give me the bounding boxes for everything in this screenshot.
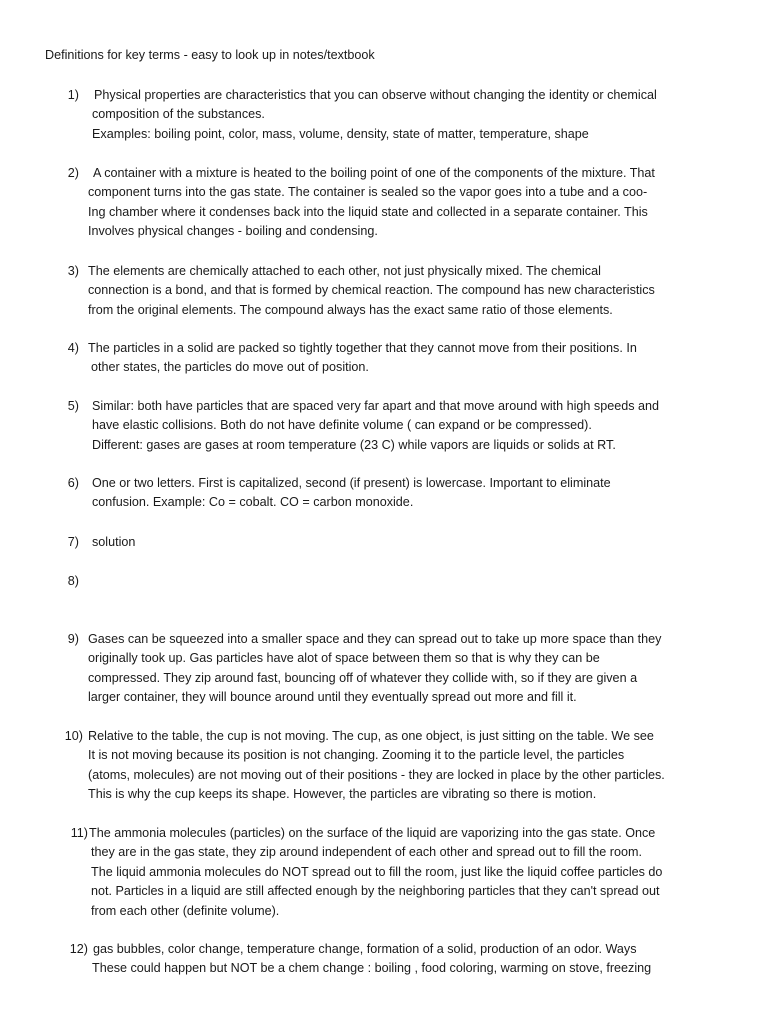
item-text-line: Involves physical changes - boiling and condensing.: [88, 224, 378, 239]
item-text-line: The elements are chemically attached to each other, not just physically mixed. The chemical: [88, 264, 601, 278]
item-text-line: Relative to the table, the cup is not moving. The cup, as one object, is just sitting on the table. We see: [88, 729, 654, 743]
item-text-line: confusion. Example: Co = cobalt. CO = carbon monoxide.: [92, 495, 414, 510]
item-text-line: not. Particles in a liquid are still affected enough by the neighboring particles that they can't spread out: [91, 884, 660, 899]
item-number: 12): [69, 942, 88, 956]
item-number: 10): [64, 729, 83, 743]
item-text-line: component turns into the gas state. The container is sealed so the vapor goes into a tube and a coo-: [88, 185, 648, 200]
item-text-line: compressed. They zip around fast, bouncing off of whatever they collide with, so if they are given a: [88, 670, 638, 685]
item-text-line: Gases can be squeezed into a smaller space and they can spread out to take up more space than they: [88, 632, 662, 646]
item-number: 2): [67, 166, 79, 180]
item-text-line: other states, the particles do move out of position.: [91, 360, 369, 375]
item-text-line: solution: [92, 535, 136, 549]
page-heading: Definitions for key terms - easy to look up in notes/textbook: [45, 48, 375, 62]
item-text-line: (atoms, molecules) are not moving out of their positions - they are locked in place by the other particles.: [88, 767, 665, 782]
item-text-line: Different: gases are gases at room temperature (23 C) while vapors are liquids or solids at RT.: [92, 437, 616, 452]
item-number: 8): [67, 574, 79, 588]
item-number: 9): [67, 632, 79, 646]
item-text-line: One or two letters. First is capitalized, second (if present) is lowercase. Important to eliminate: [92, 476, 611, 490]
item-text-line: originally took up. Gas particles have alot of space between them so that is why they can be: [88, 651, 600, 666]
item-text-line: The ammonia molecules (particles) on the surface of the liquid are vaporizing into the gas state. Once: [89, 826, 656, 840]
item-text-line: The liquid ammonia molecules do NOT spread out to fill the room, just like the liquid coffee particles do: [91, 864, 663, 879]
item-text-line: These could happen but NOT be a chem change : boiling , food coloring, warming on stove, freezing: [92, 961, 652, 976]
item-text-line: Ing chamber where it condenses back into the liquid state and collected in a separate container. This: [88, 204, 648, 219]
item-number: 6): [67, 476, 79, 490]
item-text-line: gas bubbles, color change, temperature change, formation of a solid, production of an odor. Ways: [93, 942, 637, 956]
item-text-line: larger container, they will bounce around until they eventually spread out more and fill it.: [88, 690, 577, 705]
item-text-line: The particles in a solid are packed so tightly together that they cannot move from their positions. In: [88, 341, 637, 355]
item-text-line: This is why the cup keeps its shape. However, the particles are vibrating so there is motion.: [88, 787, 597, 802]
item-text-line: A container with a mixture is heated to the boiling point of one of the components of the mixture. That: [93, 166, 655, 180]
item-number: 1): [67, 88, 79, 102]
item-number: 4): [67, 341, 79, 355]
item-text-line: connection is a bond, and that is formed by chemical reaction. The compound has new characteristics: [88, 283, 655, 298]
item-number: 11): [70, 826, 88, 840]
item-text-line: Examples: boiling point, color, mass, volume, density, state of matter, temperature, shape: [92, 126, 589, 141]
item-number: 7): [67, 535, 79, 549]
item-number: 5): [67, 399, 79, 413]
item-text-line: composition of the substances.: [92, 107, 265, 122]
item-text-line: Physical properties are characteristics that you can observe without changing the identity or chemical: [94, 88, 657, 102]
item-text-line: from the original elements. The compound always has the exact same ratio of those elements.: [88, 302, 613, 317]
item-text-line: It is not moving because its position is not changing. Zooming it to the particle level, the particles: [88, 748, 625, 763]
item-text-line: they are in the gas state, they zip around independent of each other and spread out to fill the room.: [91, 845, 642, 860]
item-number: 3): [67, 264, 79, 278]
item-text-line: Similar: both have particles that are spaced very far apart and that move around with high speeds and: [92, 399, 660, 413]
item-text-line: from each other (definite volume).: [91, 903, 280, 918]
item-text-line: have elastic collisions. Both do not have definite volume ( can expand or be compressed).: [92, 418, 592, 433]
